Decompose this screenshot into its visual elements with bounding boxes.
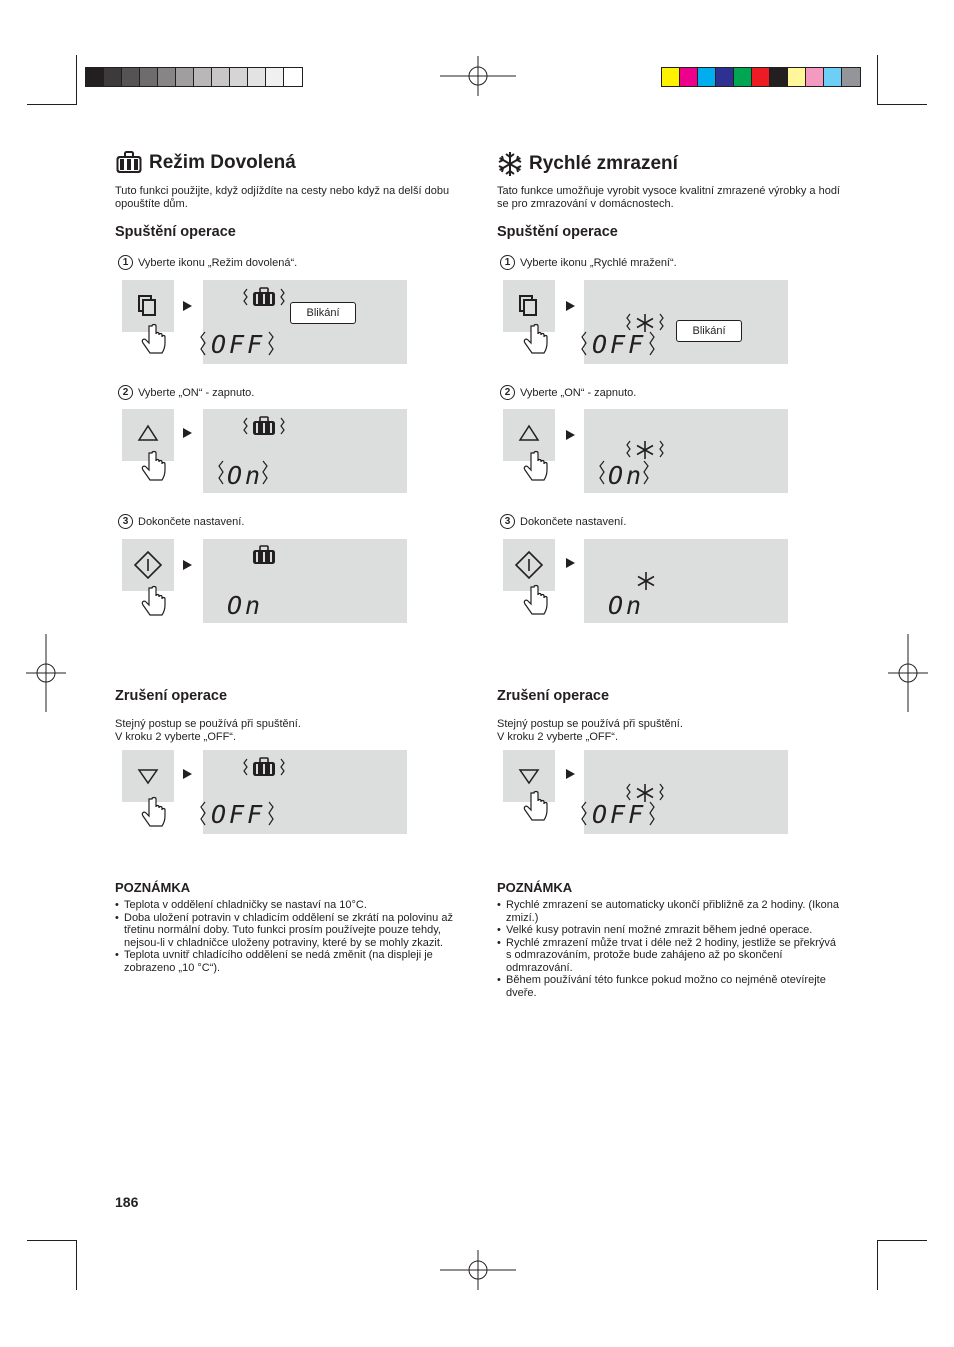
cancel-line: Stejný postup se používá při spuštění. bbox=[497, 718, 683, 730]
hand-pointer-icon bbox=[522, 790, 552, 826]
step-text: Vyberte „ON“ - zapnuto. bbox=[138, 386, 255, 399]
step-2 bbox=[500, 385, 636, 400]
color-swatch bbox=[248, 68, 266, 86]
registration-mark-right bbox=[888, 634, 928, 712]
color-swatch bbox=[662, 68, 680, 86]
color-swatch bbox=[770, 68, 788, 86]
confirm-button[interactable] bbox=[122, 539, 174, 591]
cancel-line: Stejný postup se používá při spuštění. bbox=[115, 718, 301, 730]
step-text: Vyberte „ON“ - zapnuto. bbox=[520, 386, 637, 399]
suitcase-icon-blinking bbox=[243, 286, 285, 308]
lcd-display bbox=[584, 539, 788, 623]
step-number: 3 bbox=[500, 514, 515, 529]
step-number: 2 bbox=[500, 385, 515, 400]
intro-text: Tato funkce umožňuje vyrobit vysoce kvalitní zmrazené výrobky a hodí se pro zmrazování v domácnostech. bbox=[497, 185, 840, 210]
lcd-readout: On bbox=[227, 461, 264, 490]
step-3 bbox=[500, 514, 626, 529]
cancel-line: V kroku 2 vyberte „OFF“. bbox=[497, 731, 619, 743]
lcd-display bbox=[584, 409, 788, 493]
step-1 bbox=[500, 255, 677, 270]
start-heading: Spuštění operace bbox=[497, 224, 618, 240]
color-swatch bbox=[122, 68, 140, 86]
step-text: Dokončete nastavení. bbox=[520, 515, 627, 528]
hand-pointer-icon bbox=[140, 585, 170, 621]
cancel-text bbox=[115, 718, 460, 744]
arrow-right-icon bbox=[183, 560, 192, 570]
step-number: 1 bbox=[500, 255, 515, 270]
lcd-readout: OFF bbox=[211, 800, 266, 829]
arrow-right-icon bbox=[566, 558, 575, 568]
step-3 bbox=[118, 514, 244, 529]
hand-pointer-icon bbox=[140, 323, 170, 359]
blink-callout: Blikání bbox=[676, 320, 742, 342]
start-heading: Spuštění operace bbox=[115, 224, 236, 240]
cancel-heading: Zrušení operace bbox=[115, 688, 228, 704]
note-item: • Teplota v oddělení chladničky se nastaví na 10°C. bbox=[115, 899, 460, 912]
hand-pointer-icon bbox=[522, 323, 552, 359]
color-swatch bbox=[212, 68, 230, 86]
lcd-readout: On bbox=[608, 461, 645, 490]
intro-text: Tuto funkci použijte, když odjíždíte na cesty nebo když na delší dobu opouštíte dům. bbox=[115, 185, 450, 210]
grayscale-bar bbox=[85, 67, 303, 87]
page-number: 186 bbox=[115, 1194, 139, 1210]
suitcase-icon bbox=[115, 151, 143, 175]
lcd-display bbox=[203, 750, 407, 834]
note-heading: POZNÁMKA bbox=[497, 880, 573, 895]
lcd-readout: On bbox=[227, 591, 264, 620]
cancel-line: V kroku 2 vyberte „OFF“. bbox=[115, 731, 237, 743]
step-number: 3 bbox=[118, 514, 133, 529]
suitcase-icon-blinking bbox=[243, 756, 285, 778]
color-swatch bbox=[158, 68, 176, 86]
note-item: • Velké kusy potravin není možné zmrazit během jedné operace. bbox=[497, 924, 842, 937]
color-swatch bbox=[752, 68, 770, 86]
note-item: • Během používání této funkce pokud možno co nejméně otevírejte dveře. bbox=[497, 974, 842, 999]
color-swatch bbox=[842, 68, 860, 86]
lcd-readout: OFF bbox=[592, 330, 647, 359]
arrow-right-icon bbox=[566, 301, 575, 311]
arrow-right-icon bbox=[183, 301, 192, 311]
triangle-down-icon bbox=[122, 750, 174, 802]
note-item: • Rychlé zmrazení se automaticky ukončí přibližně za 2 hodiny. (Ikona zmizí.) bbox=[497, 899, 842, 924]
arrow-right-icon bbox=[183, 769, 192, 779]
color-swatch bbox=[194, 68, 212, 86]
hand-pointer-icon bbox=[140, 796, 170, 832]
cancel-heading: Zrušení operace bbox=[497, 688, 610, 704]
color-swatch bbox=[734, 68, 752, 86]
color-swatch bbox=[140, 68, 158, 86]
section-title-text: Rychlé zmrazení bbox=[529, 153, 678, 174]
suitcase-icon-blinking bbox=[243, 415, 285, 437]
lcd-display bbox=[203, 409, 407, 493]
hand-pointer-icon bbox=[522, 450, 552, 486]
lcd-readout: OFF bbox=[592, 800, 647, 829]
registration-mark-bottom bbox=[440, 1250, 516, 1290]
diamond-confirm-icon bbox=[122, 539, 174, 591]
step-1 bbox=[118, 255, 297, 270]
color-swatch bbox=[284, 68, 302, 86]
down-button[interactable] bbox=[122, 750, 174, 802]
color-swatch bbox=[230, 68, 248, 86]
color-swatch bbox=[266, 68, 284, 86]
color-swatch bbox=[680, 68, 698, 86]
registration-mark-left bbox=[26, 634, 66, 712]
suitcase-icon bbox=[253, 545, 275, 565]
step-2 bbox=[118, 385, 254, 400]
color-swatch bbox=[104, 68, 122, 86]
snowflake-icon bbox=[497, 151, 523, 177]
color-swatch bbox=[716, 68, 734, 86]
color-swatch bbox=[698, 68, 716, 86]
note-list bbox=[115, 899, 460, 974]
color-swatch bbox=[824, 68, 842, 86]
color-swatch bbox=[806, 68, 824, 86]
color-bar bbox=[661, 67, 861, 87]
note-item: • Teplota uvnitř chladícího oddělení se nedá změnit (na displeji je zobrazeno „10 °C“). bbox=[115, 949, 460, 974]
lcd-readout: OFF bbox=[211, 330, 266, 359]
lcd-display bbox=[584, 750, 788, 834]
step-text: Vyberte ikonu „Rychlé mražení“. bbox=[520, 256, 677, 269]
note-heading: POZNÁMKA bbox=[115, 880, 191, 895]
cancel-text bbox=[497, 718, 842, 744]
blink-callout: Blikání bbox=[290, 302, 356, 324]
section-title-text: Režim Dovolená bbox=[149, 152, 296, 173]
hand-pointer-icon bbox=[140, 450, 170, 486]
arrow-right-icon bbox=[566, 430, 575, 440]
color-swatch bbox=[86, 68, 104, 86]
step-text: Dokončete nastavení. bbox=[138, 515, 245, 528]
snowflake-icon bbox=[636, 571, 656, 591]
arrow-right-icon bbox=[566, 769, 575, 779]
color-swatch bbox=[176, 68, 194, 86]
note-list bbox=[497, 899, 842, 999]
lcd-readout: On bbox=[608, 591, 645, 620]
color-swatch bbox=[788, 68, 806, 86]
step-number: 1 bbox=[118, 255, 133, 270]
lcd-display bbox=[203, 539, 407, 623]
step-number: 2 bbox=[118, 385, 133, 400]
hand-pointer-icon bbox=[522, 584, 552, 620]
step-text: Vyberte ikonu „Režim dovolená“. bbox=[138, 256, 298, 269]
arrow-right-icon bbox=[183, 428, 192, 438]
note-item: • Rychlé zmrazení může trvat i déle než 2 hodiny, jestliže se překrývá s odmrazováním, protože bude zahájeno až po skončení odmrazování. bbox=[497, 937, 842, 975]
note-item: • Doba uložení potravin v chladicím oddělení se zkrátí na polovinu až třetinu normální doby. Tuto funkci prosím používejte pouze tehdy, nejsou-li v chladničce uloženy potraviny, které by se mohly zkazit. bbox=[115, 912, 460, 950]
section-title-quick-freeze bbox=[497, 151, 678, 177]
section-title-holiday bbox=[115, 151, 296, 175]
registration-mark-top bbox=[440, 56, 516, 96]
